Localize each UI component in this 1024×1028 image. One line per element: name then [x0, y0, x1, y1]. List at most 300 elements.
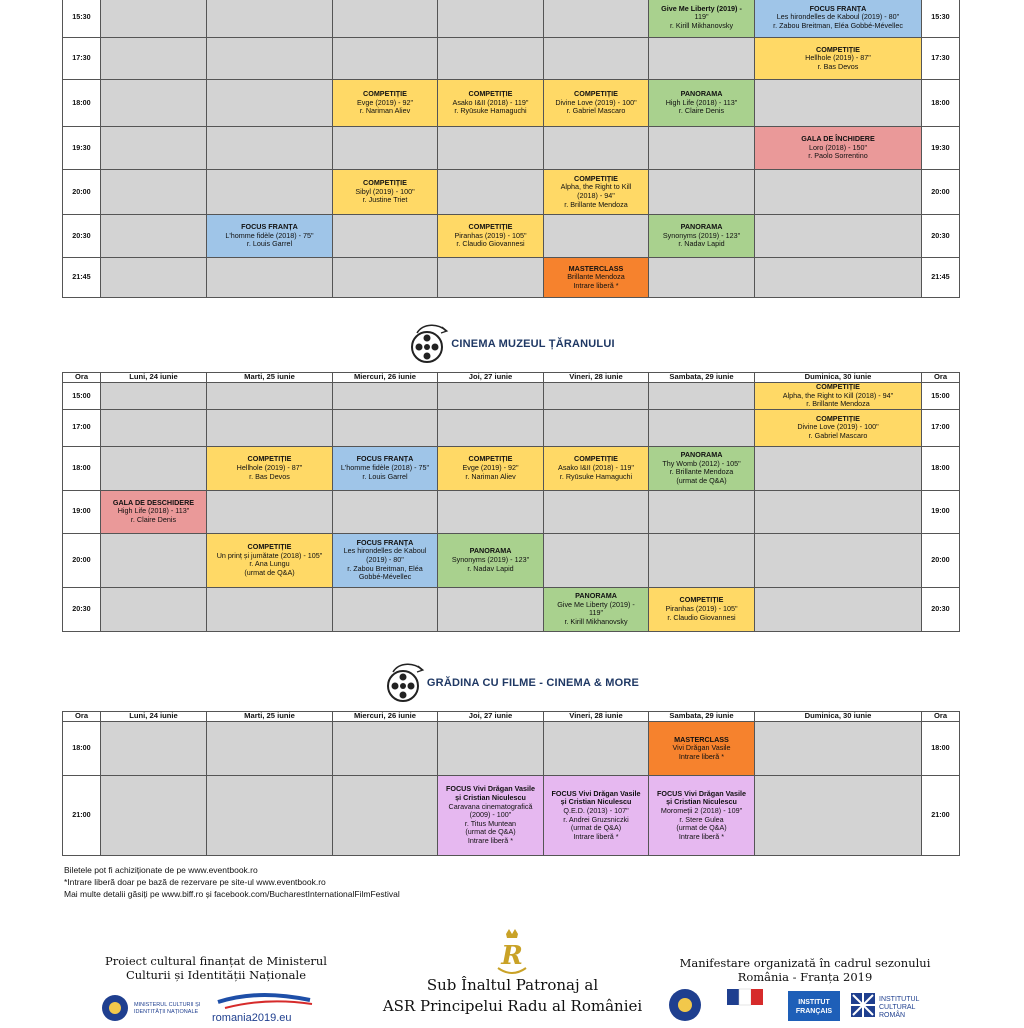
screening-detail: L'homme fidèle (2018) - 75" [225, 230, 314, 240]
time-cell: 18:00 [922, 722, 960, 776]
screening-detail: Intrare liberă * [678, 751, 725, 761]
section-label: FOCUS Vivi Drăgan Vasile [551, 788, 641, 798]
empty-slot [755, 258, 922, 298]
time-cell: 20:00 [922, 533, 960, 587]
empty-slot [101, 38, 207, 80]
screening-detail: Intrare liberă * [573, 280, 619, 290]
schedule-row [63, 258, 960, 298]
footer-funding [100, 954, 332, 982]
screening-cell [333, 80, 438, 127]
empty-slot [207, 127, 333, 170]
screening-detail: Give Me Liberty (2019) - [557, 599, 635, 609]
time-cell: 20:00 [63, 170, 101, 215]
footer-patronage [355, 975, 670, 1017]
empty-slot [755, 722, 922, 776]
empty-slot [438, 722, 544, 776]
screening-cell [207, 215, 333, 258]
empty-slot [207, 80, 333, 127]
empty-slot [333, 383, 438, 410]
column-header: Vineri, 28 iunie [544, 373, 649, 383]
season-line-2: România - Franța 2019 [737, 970, 873, 984]
screening-detail: Un prinț și jumătate (2018) - 105" [216, 550, 323, 560]
screening-detail: r. Claudio Giovannesi [667, 612, 736, 622]
screening-detail: r. Brillante Mendoza [564, 199, 628, 209]
screening-cell [333, 170, 438, 215]
empty-slot [649, 383, 755, 410]
empty-slot [101, 533, 207, 587]
screening-detail: r. Brillante Mendoza [669, 467, 734, 477]
section-label: COMPETIȚIE [247, 454, 292, 464]
column-header: Vineri, 28 iunie [544, 712, 649, 722]
screening-detail: Intrare liberă * [467, 835, 514, 845]
time-cell: 17:00 [63, 409, 101, 446]
film-reel-icon [409, 323, 449, 365]
screening-cell [438, 533, 544, 587]
screening-detail: Moromeții 2 (2018) - 109" [660, 805, 743, 815]
screening-detail: Les hirondelles de Kaboul [343, 546, 427, 556]
screening-cell [649, 446, 755, 490]
venue-title-muzeul-taranului [0, 323, 1024, 365]
screening-cell [101, 490, 207, 533]
empty-slot [101, 170, 207, 215]
empty-slot [207, 776, 333, 856]
section-label: COMPETIȚIE [816, 413, 860, 423]
section-label: FOCUS FRANȚA [356, 454, 414, 464]
screening-cell [544, 80, 649, 127]
screening-detail: Synonyms (2019) - 123" [662, 230, 741, 240]
column-header: Miercuri, 26 iunie [333, 373, 438, 383]
footer-season [660, 956, 950, 984]
schedule-row [63, 409, 960, 446]
time-cell: 21:00 [63, 776, 101, 856]
time-cell: 18:00 [63, 446, 101, 490]
column-header: Duminica, 30 iunie [755, 712, 922, 722]
time-cell: 17:30 [922, 38, 960, 80]
venue-title-gradina-cu-filme [0, 662, 1024, 704]
empty-slot [207, 38, 333, 80]
screening-detail: r. Zabou Breitman, Eléa [347, 563, 423, 573]
screening-detail: Sibyl (2019) - 100" [355, 186, 415, 196]
empty-slot [333, 0, 438, 38]
screening-detail: r. Titus Muntean [464, 818, 517, 828]
empty-slot [544, 533, 649, 587]
section-label: FOCUS FRANȚA [356, 537, 414, 547]
venue-name: CINEMA MUZEUL ȚĂRANULUI [451, 338, 615, 350]
screening-detail: Alpha, the Right to Kill [560, 182, 632, 192]
empty-slot [544, 0, 649, 38]
section-label: FOCUS Vivi Drăgan Vasile [446, 784, 535, 794]
screening-detail: r. Nariman Aliev [465, 471, 516, 481]
empty-slot [101, 258, 207, 298]
screening-cell [333, 533, 438, 587]
column-header: Luni, 24 iunie [101, 712, 207, 722]
empty-slot [544, 127, 649, 170]
screening-detail: Hellhole (2019) - 87" [805, 53, 871, 63]
svg-text:CULTURAL: CULTURAL [879, 1004, 916, 1011]
screening-cell [544, 446, 649, 490]
empty-slot [207, 490, 333, 533]
empty-slot [101, 0, 207, 38]
svg-text:ROMÂN: ROMÂN [879, 1012, 906, 1019]
screening-cell [207, 533, 333, 587]
section-label: COMPETIȚIE [574, 454, 618, 464]
screening-detail: r. Bas Devos [249, 471, 290, 481]
empty-slot [333, 587, 438, 631]
screening-detail: (urmat de Q&A) [676, 475, 727, 485]
section-label: Give Me Liberty (2019) - [661, 3, 742, 13]
column-header: Marti, 25 iunie [207, 373, 333, 383]
column-header: Ora [922, 712, 960, 722]
empty-slot [333, 127, 438, 170]
svg-text:FRANÇAIS: FRANÇAIS [795, 1008, 833, 1015]
empty-slot [438, 38, 544, 80]
svg-text:R: R [501, 941, 523, 971]
time-cell: 19:00 [922, 490, 960, 533]
partner-logos [665, 985, 955, 1023]
screening-detail: (urmat de Q&A) [465, 827, 516, 837]
column-header: Ora [922, 373, 960, 383]
section-label: FOCUS Vivi Drăgan Vasile [657, 788, 746, 798]
screening-detail: (urmat de Q&A) [676, 823, 727, 833]
section-label: PANORAMA [680, 89, 723, 99]
screening-cell [544, 587, 649, 631]
column-header: Joi, 27 iunie [438, 712, 544, 722]
section-label: GALA DE DESCHIDERE [112, 497, 195, 507]
empty-slot [755, 446, 922, 490]
screening-detail: r. Louis Garrel [246, 239, 293, 249]
screening-cell [438, 215, 544, 258]
empty-slot [101, 776, 207, 856]
screening-detail: High Life (2018) - 113" [665, 97, 738, 107]
time-cell: 20:00 [63, 533, 101, 587]
empty-slot [755, 587, 922, 631]
schedule-row [63, 38, 960, 80]
funding-line-1: Proiect cultural finanțat de Ministerul [105, 954, 327, 968]
screening-cell [755, 0, 922, 38]
patronage-line-1: Sub Înaltul Patronaj al [426, 976, 599, 994]
column-header: Sambata, 29 iunie [649, 373, 755, 383]
screening-cell [438, 446, 544, 490]
section-label: și Cristian Niculescu [666, 797, 737, 807]
screening-detail: r. Claire Denis [130, 515, 177, 525]
time-cell: 18:00 [63, 722, 101, 776]
patronage-line-2: ASR Principelui Radu al României [382, 997, 643, 1015]
screening-detail: (urmat de Q&A) [570, 823, 622, 833]
screening-detail: r. Nadav Lapid [678, 239, 725, 249]
time-cell: 19:30 [63, 127, 101, 170]
time-cell: 20:30 [922, 215, 960, 258]
section-label: COMPETIȚIE [363, 178, 407, 188]
empty-slot [649, 38, 755, 80]
empty-slot [333, 38, 438, 80]
screening-detail: (2009) - 100" [469, 810, 512, 820]
empty-slot [649, 490, 755, 533]
partner-logos-icon [665, 985, 955, 1023]
time-cell: 21:00 [922, 776, 960, 856]
screening-detail: Loro (2018) - 150" [808, 142, 868, 152]
empty-slot [207, 0, 333, 38]
section-label: COMPETIȚIE [816, 382, 860, 391]
screening-detail: High Life (2018) - 113" [117, 506, 190, 516]
section-label: COMPETIȚIE [468, 222, 513, 232]
schedule-row [63, 127, 960, 170]
section-label: MASTERCLASS [568, 263, 624, 273]
time-cell: 17:00 [922, 409, 960, 446]
svg-text:MINISTERUL CULTURII ȘI: MINISTERUL CULTURII ȘI [134, 1002, 201, 1008]
screening-detail: r. Ryūsuke Hamaguchi [559, 471, 633, 481]
empty-slot [544, 383, 649, 410]
section-label: COMPETIȚIE [363, 89, 407, 99]
screening-detail: Piranhas (2019) - 105" [454, 230, 527, 240]
screening-detail: r. Gabriel Mascaro [808, 431, 868, 441]
screening-cell [207, 446, 333, 490]
screening-detail: L'homme fidèle (2018) - 75" [340, 462, 430, 472]
schedule-row [63, 80, 960, 127]
schedule-row [63, 170, 960, 215]
empty-slot [649, 533, 755, 587]
screening-cell [755, 409, 922, 446]
screening-detail: r. Andrei Gruzsniczki [563, 814, 629, 824]
section-label: PANORAMA [575, 591, 617, 601]
screening-cell [544, 258, 649, 298]
venue-name: GRĂDINA CU FILME - CINEMA & MORE [426, 677, 640, 689]
empty-slot [438, 127, 544, 170]
empty-slot [755, 533, 922, 587]
screening-cell [438, 776, 544, 856]
empty-slot [101, 722, 207, 776]
screening-detail: Synonyms (2019) - 123" [451, 554, 530, 564]
screening-cell [755, 383, 922, 410]
section-label: și Cristian Niculescu [560, 797, 632, 807]
note-tickets: Biletele pot fi achiziționate de pe www.eventbook.ro [64, 865, 258, 875]
screening-detail: 119" [588, 608, 603, 618]
screening-detail: Caravana cinematografică [448, 801, 533, 811]
empty-slot [207, 170, 333, 215]
note-free-entry: *Intrare liberă doar pe bază de rezervare pe site-ul www.eventbook.ro [64, 877, 326, 887]
screening-detail: r. Gabriel Mascaro [566, 106, 626, 116]
section-label: FOCUS FRANȚA [241, 222, 298, 232]
schedule-row [63, 0, 960, 38]
empty-slot [755, 776, 922, 856]
section-label: COMPETIȚIE [574, 89, 618, 99]
section-label: COMPETIȚIE [816, 44, 860, 54]
screening-detail: Les hirondelles de Kaboul (2019) - 80" [776, 12, 900, 22]
empty-slot [438, 0, 544, 38]
empty-slot [649, 170, 755, 215]
empty-slot [649, 127, 755, 170]
empty-slot [755, 170, 922, 215]
column-header: Joi, 27 iunie [438, 373, 544, 383]
screening-detail: r. Brillante Mendoza [806, 399, 870, 409]
funding-logos [100, 992, 360, 1022]
time-cell: 19:00 [63, 490, 101, 533]
screening-cell [649, 587, 755, 631]
screening-cell [649, 776, 755, 856]
empty-slot [207, 722, 333, 776]
empty-slot [333, 258, 438, 298]
column-header: Miercuri, 26 iunie [333, 712, 438, 722]
time-cell: 15:30 [922, 0, 960, 38]
empty-slot [101, 383, 207, 410]
section-label: COMPETIȚIE [247, 542, 292, 552]
screening-cell [438, 80, 544, 127]
screening-cell [544, 170, 649, 215]
empty-slot [438, 383, 544, 410]
screening-detail: Intrare liberă * [678, 831, 725, 841]
funding-line-2: Culturii și Identității Naționale [125, 968, 307, 982]
column-header: Marti, 25 iunie [207, 712, 333, 722]
section-label: PANORAMA [680, 450, 723, 460]
section-label: GALA DE ÎNCHIDERE [801, 134, 875, 144]
svg-text:romania2019.eu: romania2019.eu [212, 1012, 292, 1022]
screening-detail: Asako I&II (2018) - 119" [558, 462, 634, 472]
screening-cell [649, 215, 755, 258]
screening-detail: r. Nariman Aliev [359, 106, 411, 116]
empty-slot [101, 587, 207, 631]
time-cell: 18:00 [63, 80, 101, 127]
empty-slot [544, 490, 649, 533]
screening-cell [544, 776, 649, 856]
screening-detail: Thy Womb (2012) - 105" [662, 458, 741, 468]
svg-text:INSTITUT: INSTITUT [798, 999, 830, 1006]
section-label: și Cristian Niculescu [455, 793, 526, 803]
screening-detail: (2018) - 94" [577, 191, 615, 200]
schedule-row [63, 722, 960, 776]
screening-cell [649, 722, 755, 776]
empty-slot [544, 38, 649, 80]
screening-detail: Hellhole (2019) - 87" [236, 462, 303, 472]
screening-detail: r. Ryūsuke Hamaguchi [454, 106, 527, 116]
schedule-row [63, 446, 960, 490]
time-cell: 18:00 [922, 446, 960, 490]
empty-slot [438, 587, 544, 631]
column-header: Sambata, 29 iunie [649, 712, 755, 722]
empty-slot [333, 776, 438, 856]
time-cell: 15:00 [63, 383, 101, 410]
screening-detail: r. Claudio Giovannesi [456, 239, 525, 249]
section-label: PANORAMA [680, 222, 723, 232]
empty-slot [755, 490, 922, 533]
header-row [63, 373, 960, 383]
screening-detail: r. Claire Denis [678, 106, 725, 116]
empty-slot [544, 722, 649, 776]
ministry-logo-icon [100, 992, 360, 1022]
empty-slot [333, 215, 438, 258]
schedule-row [63, 383, 960, 410]
empty-slot [438, 409, 544, 446]
schedule-row [63, 215, 960, 258]
screening-detail: r. Louis Garrel [362, 471, 408, 481]
screening-detail: r. Paolo Sorrentino [808, 151, 868, 161]
screening-cell [333, 446, 438, 490]
note-more-info: Mai multe detalii găsiți pe www.biff.ro și facebook.com/BucharestInternationalFilmFestival [64, 889, 400, 899]
screening-detail: r. Ana Lungu [249, 559, 290, 569]
time-cell: 15:30 [63, 0, 101, 38]
empty-slot [101, 409, 207, 446]
screening-detail: r. Zabou Breitman, Eléa Gobbé-Mévellec [773, 20, 903, 30]
empty-slot [101, 215, 207, 258]
empty-slot [755, 80, 922, 127]
screening-detail: Q.E.D. (2013) - 107" [563, 805, 629, 815]
schedule-row [63, 776, 960, 856]
screening-cell [755, 127, 922, 170]
screening-detail: Asako I&II (2018) - 119" [452, 97, 529, 107]
screening-detail: r. Nadav Lapid [467, 563, 514, 573]
section-label: COMPETIȚIE [468, 454, 513, 464]
empty-slot [207, 258, 333, 298]
screening-detail: Intrare liberă * [573, 831, 619, 841]
film-reel-icon [385, 662, 425, 704]
screening-detail: Gobbé-Mévellec [358, 572, 412, 582]
empty-slot [438, 170, 544, 215]
screening-detail: Evge (2019) - 92" [356, 97, 414, 107]
screening-detail: Brillante Mendoza [567, 272, 625, 282]
screening-detail: 119" [694, 12, 709, 22]
schedule-row [63, 490, 960, 533]
screening-detail: r. Stere Gulea [679, 814, 724, 824]
time-cell: 20:30 [922, 587, 960, 631]
empty-slot [544, 409, 649, 446]
time-cell: 19:30 [922, 127, 960, 170]
time-cell: 21:45 [63, 258, 101, 298]
schedule-table-gradina-cu-filme [62, 711, 960, 856]
screening-cell [649, 0, 755, 38]
empty-slot [207, 409, 333, 446]
screening-cell [755, 38, 922, 80]
section-label: MASTERCLASS [674, 734, 729, 744]
empty-slot [101, 446, 207, 490]
time-cell: 15:00 [922, 383, 960, 410]
column-header: Luni, 24 iunie [101, 373, 207, 383]
screening-detail: r. Justine Triet [362, 195, 408, 205]
empty-slot [438, 490, 544, 533]
empty-slot [333, 490, 438, 533]
schedule-table-muzeul-taranului [62, 372, 960, 632]
empty-slot [438, 258, 544, 298]
section-label: PANORAMA [469, 546, 512, 556]
section-label: FOCUS FRANȚA [809, 3, 867, 13]
svg-text:IDENTITĂȚII NAȚIONALE: IDENTITĂȚII NAȚIONALE [134, 1009, 199, 1015]
screening-detail: r. Kirill Mikhanovsky [564, 616, 628, 626]
screening-detail: Alpha, the Right to Kill (2018) - 94" [782, 390, 894, 400]
schedule-row [63, 533, 960, 587]
empty-slot [101, 127, 207, 170]
empty-slot [333, 722, 438, 776]
season-line-1: Manifestare organizată în cadrul sezonului [679, 956, 931, 970]
empty-slot [649, 409, 755, 446]
schedule-row [63, 587, 960, 631]
empty-slot [207, 587, 333, 631]
section-label: COMPETIȚIE [679, 595, 724, 605]
screening-detail: Vivi Drăgan Vasile [672, 743, 731, 753]
screening-detail: Divine Love (2019) - 100" [555, 97, 637, 107]
time-cell: 21:45 [922, 258, 960, 298]
empty-slot [207, 383, 333, 410]
schedule-table-main-venue [62, 0, 960, 298]
ticket-notes [64, 864, 400, 900]
column-header: Ora [63, 373, 101, 383]
screening-detail: (urmat de Q&A) [244, 567, 295, 577]
column-header: Duminica, 30 iunie [755, 373, 922, 383]
time-cell: 17:30 [63, 38, 101, 80]
screening-detail: Divine Love (2019) - 100" [797, 422, 879, 432]
header-row [63, 712, 960, 722]
screening-detail: r. Bas Devos [817, 61, 859, 71]
section-label: COMPETIȚIE [574, 173, 618, 183]
empty-slot [649, 258, 755, 298]
time-cell: 20:30 [63, 587, 101, 631]
screening-detail: Evge (2019) - 92" [462, 462, 519, 472]
